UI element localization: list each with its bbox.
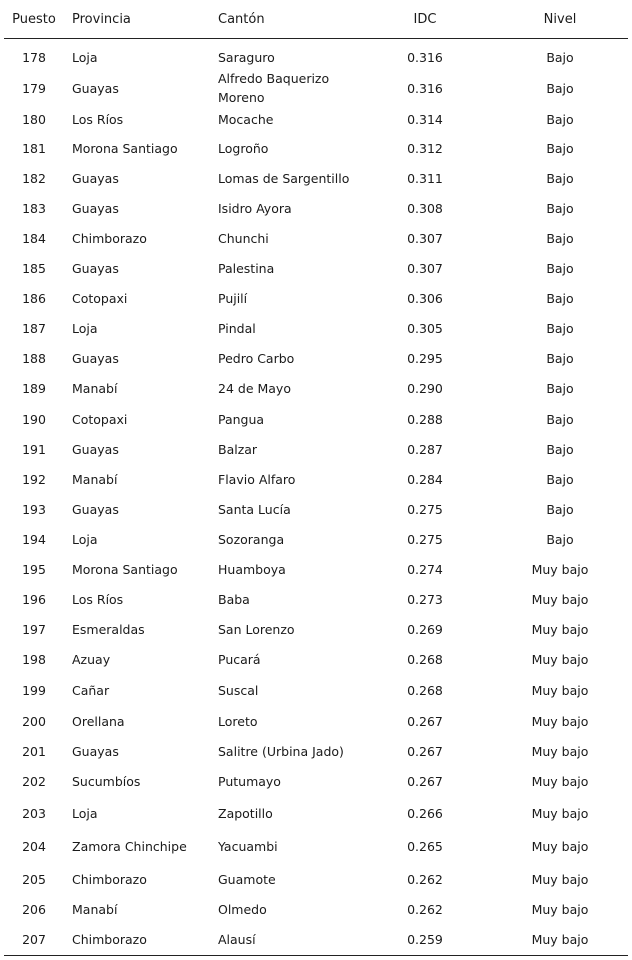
cell-puesto: 180: [22, 111, 46, 127]
cell-puesto: 184: [22, 230, 46, 246]
table-row: [0, 343, 632, 373]
cell-puesto: 197: [22, 621, 46, 637]
cell-provincia: Guayas: [72, 80, 119, 96]
cell-provincia: Guayas: [72, 743, 119, 759]
table-row: [0, 644, 632, 674]
cell-nivel: Bajo: [546, 49, 574, 65]
cell-canton: Pedro Carbo: [218, 350, 295, 366]
bottom-rule: [4, 955, 628, 956]
table-row: [0, 373, 632, 404]
cell-provincia: Chimborazo: [72, 871, 147, 887]
cell-nivel: Muy bajo: [531, 713, 589, 729]
cell-provincia: Los Ríos: [72, 111, 124, 127]
cell-provincia: Guayas: [72, 350, 119, 366]
table-row: [0, 193, 632, 223]
cell-provincia: Chimborazo: [72, 931, 147, 947]
cell-puesto: 188: [22, 350, 46, 366]
cell-puesto: 194: [22, 531, 46, 547]
cell-puesto: 192: [22, 471, 46, 487]
cell-idc: 0.287: [407, 441, 443, 457]
cell-nivel: Bajo: [546, 350, 574, 366]
table-row: [0, 864, 632, 894]
cell-idc: 0.316: [407, 80, 443, 96]
cell-nivel: Bajo: [546, 170, 574, 186]
cell-canton: Yacuambi: [218, 839, 278, 854]
header-provincia: Provincia: [72, 11, 131, 27]
header-nivel: Nivel: [543, 11, 577, 27]
table-row: [0, 464, 632, 494]
cell-canton: Guamote: [218, 871, 276, 887]
cell-nivel: Bajo: [546, 80, 574, 96]
cell-puesto: 201: [22, 743, 46, 759]
cell-nivel: Bajo: [546, 471, 574, 487]
cell-provincia: Manabí: [72, 901, 118, 917]
cell-canton: Pucará: [218, 651, 261, 667]
cell-provincia: Guayas: [72, 260, 119, 276]
cell-canton: Pindal: [218, 320, 256, 336]
cell-nivel: Bajo: [546, 290, 574, 306]
cell-nivel: Muy bajo: [531, 931, 589, 947]
cell-provincia: Manabí: [72, 471, 118, 487]
cell-nivel: Bajo: [546, 531, 574, 547]
table-row: [0, 133, 632, 163]
cell-nivel: Muy bajo: [531, 591, 589, 607]
cell-idc: 0.314: [407, 111, 443, 127]
cell-canton: Balzar: [218, 441, 258, 457]
cell-puesto: 202: [22, 774, 46, 789]
cell-idc: 0.273: [407, 591, 443, 607]
cell-idc: 0.305: [407, 320, 443, 336]
cell-puesto: 207: [22, 931, 46, 947]
cell-idc: 0.306: [407, 290, 443, 306]
cell-puesto: 205: [22, 871, 46, 887]
cell-idc: 0.311: [407, 170, 443, 186]
cell-canton: Pujilí: [218, 290, 248, 306]
cell-nivel: Bajo: [546, 381, 574, 396]
cell-idc: 0.307: [407, 260, 443, 276]
table-row: [0, 163, 632, 193]
table-row: [0, 524, 632, 554]
cell-canton: Saraguro: [218, 49, 275, 65]
table-row: [0, 494, 632, 524]
cell-canton: Santa Lucía: [218, 501, 291, 517]
cell-provincia: Loja: [72, 805, 98, 821]
cell-idc: 0.308: [407, 200, 443, 216]
cell-provincia: Azuay: [72, 651, 111, 667]
table-row: [0, 706, 632, 736]
cell-idc: 0.269: [407, 621, 443, 637]
table-row: [0, 674, 632, 706]
cell-canton: Putumayo: [218, 774, 281, 789]
cell-idc: 0.267: [407, 713, 443, 729]
cell-puesto: 204: [22, 839, 46, 854]
cell-idc: 0.262: [407, 871, 443, 887]
cell-puesto: 195: [22, 561, 46, 577]
cell-canton: Baba: [218, 591, 250, 607]
cell-canton: Alausí: [218, 931, 256, 947]
cell-nivel: Bajo: [546, 320, 574, 336]
cell-provincia: Manabí: [72, 381, 118, 396]
cell-puesto: 187: [22, 320, 46, 336]
cell-provincia: Morona Santiago: [72, 140, 178, 156]
cell-canton: Alfredo Baquerizo Moreno: [218, 71, 330, 105]
cell-nivel: Bajo: [546, 411, 574, 427]
table-row: [0, 894, 632, 924]
table-row: [0, 283, 632, 313]
cell-provincia: Cotopaxi: [72, 290, 128, 306]
table-row: [0, 736, 632, 766]
cell-provincia: Loja: [72, 49, 98, 65]
cell-nivel: Muy bajo: [531, 743, 589, 759]
cell-canton: Olmedo: [218, 901, 267, 917]
cell-canton: Sozoranga: [218, 531, 285, 547]
cell-idc: 0.268: [407, 651, 443, 667]
cell-puesto: 199: [22, 682, 46, 698]
table-row: [0, 70, 632, 106]
cell-idc: 0.275: [407, 531, 443, 547]
cell-canton: Flavio Alfaro: [218, 471, 296, 487]
table-row: [0, 829, 632, 864]
cell-idc: 0.275: [407, 501, 443, 517]
table-row: [0, 434, 632, 464]
cell-provincia: Guayas: [72, 200, 119, 216]
cell-idc: 0.288: [407, 411, 443, 427]
header-puesto: Puesto: [12, 11, 56, 27]
cell-nivel: Muy bajo: [531, 774, 589, 789]
cell-puesto: 189: [22, 381, 46, 396]
table-row: [0, 924, 632, 954]
cell-canton: Palestina: [218, 260, 275, 276]
cell-provincia: Guayas: [72, 170, 119, 186]
cell-puesto: 206: [22, 901, 46, 917]
cell-nivel: Muy bajo: [531, 839, 589, 854]
cell-idc: 0.290: [407, 381, 443, 396]
table-row: [0, 104, 632, 134]
table-header: [0, 0, 632, 38]
cell-nivel: Bajo: [546, 230, 574, 246]
cell-puesto: 190: [22, 411, 46, 427]
cell-puesto: 182: [22, 170, 46, 186]
table-row: [0, 42, 632, 72]
cell-canton: Logroño: [218, 140, 269, 156]
cell-canton: San Lorenzo: [218, 621, 295, 637]
cell-provincia: Esmeraldas: [72, 621, 145, 637]
cell-puesto: 179: [22, 80, 46, 96]
table-row: [0, 614, 632, 644]
cell-nivel: Muy bajo: [531, 871, 589, 887]
cell-puesto: 191: [22, 441, 46, 457]
table-row: [0, 797, 632, 829]
cell-provincia: Sucumbíos: [72, 774, 141, 789]
cell-nivel: Bajo: [546, 111, 574, 127]
cell-puesto: 178: [22, 49, 46, 65]
cell-canton: Huamboya: [218, 561, 286, 577]
cell-idc: 0.265: [407, 839, 443, 854]
cell-nivel: Bajo: [546, 260, 574, 276]
cell-puesto: 198: [22, 651, 46, 667]
table-row: [0, 584, 632, 614]
cell-nivel: Muy bajo: [531, 901, 589, 917]
cell-puesto: 183: [22, 200, 46, 216]
cell-provincia: Guayas: [72, 501, 119, 517]
table-row: [0, 404, 632, 434]
cell-puesto: 200: [22, 713, 46, 729]
cell-idc: 0.295: [407, 350, 443, 366]
cell-nivel: Muy bajo: [531, 682, 589, 698]
cell-canton: Salitre (Urbina Jado): [218, 743, 344, 759]
cell-provincia: Los Ríos: [72, 591, 124, 607]
header-canton: Cantón: [218, 11, 265, 27]
cell-idc: 0.266: [407, 805, 443, 821]
cell-canton: 24 de Mayo: [218, 381, 291, 396]
cell-nivel: Muy bajo: [531, 621, 589, 637]
table-row: [0, 223, 632, 253]
cell-idc: 0.284: [407, 471, 443, 487]
cell-provincia: Guayas: [72, 441, 119, 457]
cell-nivel: Muy bajo: [531, 805, 589, 821]
cell-idc: 0.259: [407, 931, 443, 947]
cell-canton: Isidro Ayora: [218, 200, 292, 216]
cell-puesto: 186: [22, 290, 46, 306]
cell-provincia: Orellana: [72, 713, 125, 729]
table-row: [0, 253, 632, 283]
cell-nivel: Bajo: [546, 501, 574, 517]
cell-idc: 0.274: [407, 561, 443, 577]
cell-provincia: Morona Santiago: [72, 561, 178, 577]
cell-provincia: Chimborazo: [72, 230, 147, 246]
cell-canton: Zapotillo: [218, 805, 273, 821]
cell-idc: 0.268: [407, 682, 443, 698]
cell-canton: Lomas de Sargentillo: [218, 170, 350, 186]
cell-provincia: Loja: [72, 320, 98, 336]
cell-puesto: 185: [22, 260, 46, 276]
cell-idc: 0.312: [407, 140, 443, 156]
cell-nivel: Muy bajo: [531, 561, 589, 577]
cell-idc: 0.267: [407, 743, 443, 759]
table-row: [0, 766, 632, 797]
header-rule: [4, 38, 628, 39]
cell-nivel: Bajo: [546, 441, 574, 457]
cell-puesto: 181: [22, 140, 46, 156]
table-row: [0, 554, 632, 584]
cell-provincia: Cañar: [72, 682, 110, 698]
cell-idc: 0.307: [407, 230, 443, 246]
cell-nivel: Bajo: [546, 200, 574, 216]
header-idc: IDC: [413, 11, 437, 27]
cell-nivel: Muy bajo: [531, 651, 589, 667]
cell-puesto: 203: [22, 805, 46, 821]
cell-provincia: Cotopaxi: [72, 411, 128, 427]
table-row: [0, 313, 632, 343]
cell-nivel: Bajo: [546, 140, 574, 156]
cell-puesto: 193: [22, 501, 46, 517]
cell-provincia: Zamora Chinchipe: [72, 839, 187, 854]
cell-idc: 0.316: [407, 49, 443, 65]
cell-canton: Mocache: [218, 111, 274, 127]
cell-provincia: Loja: [72, 531, 98, 547]
cell-puesto: 196: [22, 591, 46, 607]
cell-canton: Pangua: [218, 411, 265, 427]
cell-canton: Chunchi: [218, 230, 269, 246]
cell-idc: 0.267: [407, 774, 443, 789]
cell-canton: Suscal: [218, 682, 259, 698]
cell-canton: Loreto: [218, 713, 258, 729]
cell-idc: 0.262: [407, 901, 443, 917]
